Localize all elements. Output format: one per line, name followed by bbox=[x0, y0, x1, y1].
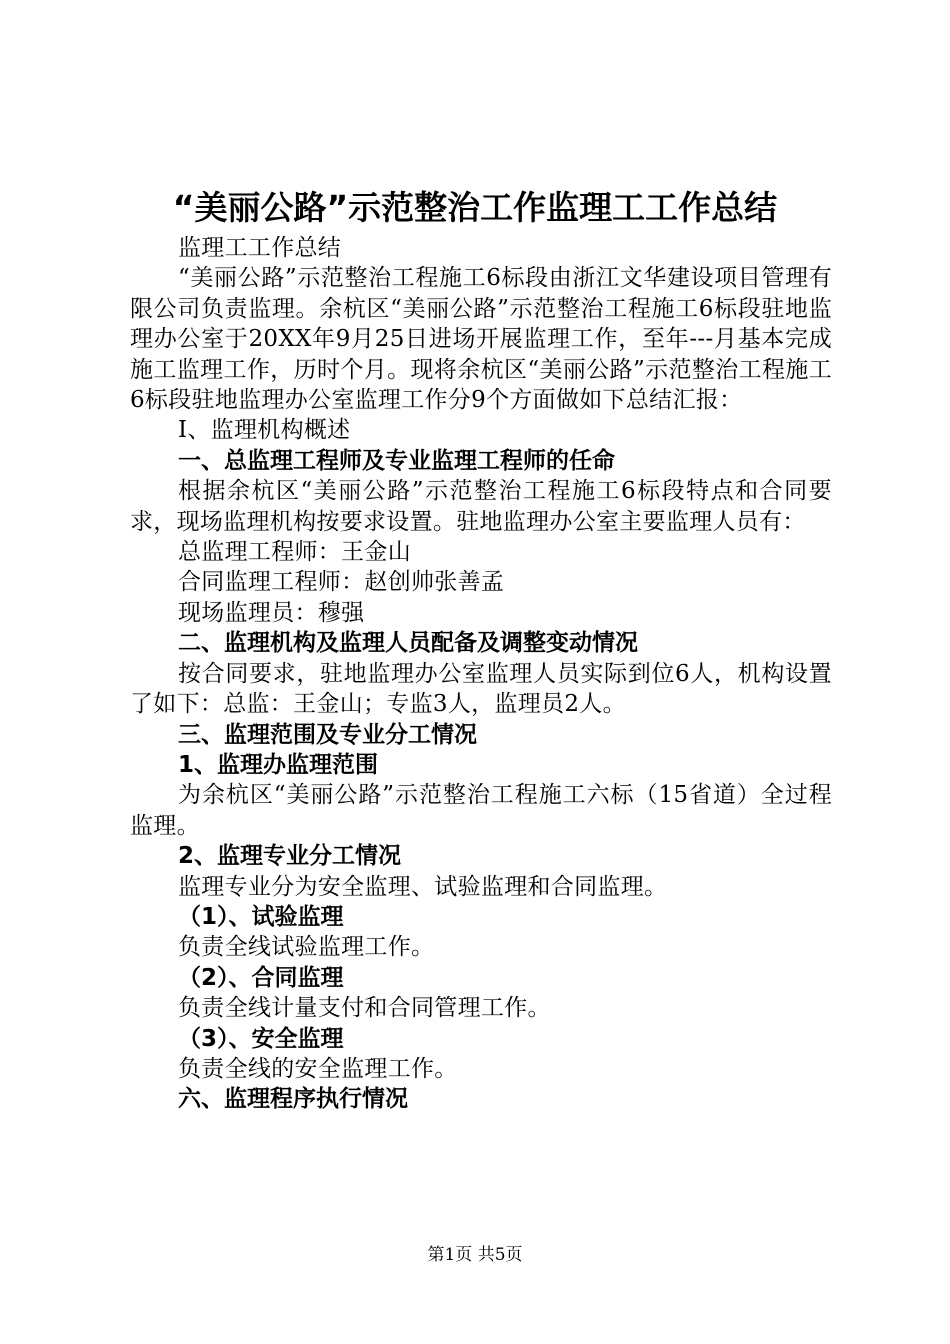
heading-scope-2: 2、监理专业分工情况 bbox=[178, 843, 402, 870]
paragraph-division: 监理专业分为安全监理、试验监理和合同监理。 bbox=[178, 873, 668, 900]
paragraph-section-1: Ⅰ、监理机构概述 bbox=[178, 417, 351, 444]
heading-scope: 三、监理范围及专业分工情况 bbox=[178, 721, 477, 748]
paragraph-subtitle: 监理工工作总结 bbox=[178, 235, 342, 261]
heading-safety-supervision: （3）、安全监理 bbox=[178, 1025, 344, 1052]
heading-contract-supervision: （2）、合同监理 bbox=[178, 964, 344, 991]
paragraph-staffing: 按合同要求，驻地监理办公室监理人员实际到位6人，机构设置了如下：总监：王金山；专监3人，监理员2人。 bbox=[130, 660, 832, 718]
document-body bbox=[130, 233, 832, 1115]
heading-test-supervision: （1）、试验监理 bbox=[178, 903, 344, 930]
heading-procedure: 六、监理程序执行情况 bbox=[178, 1086, 408, 1113]
paragraph-intro: “美丽公路”示范整治工程施工6标段由浙江文华建设项目管理有限公司负责监理。余杭区“美丽公路”示范整治工程施工6标段驻地监理办公室于20XX年9月25日进场开展监理工作，至年---月基本完成施工监理工作，历时个月。现将余杭区“美丽公路”示范整治工程施工6标段驻地监理办公室监理工作分9个方面做如下总结汇报： bbox=[130, 265, 832, 414]
paragraph-test-supervision: 负责全线试验监理工作。 bbox=[178, 934, 435, 961]
heading-staffing: 二、监理机构及监理人员配备及调整变动情况 bbox=[178, 630, 638, 657]
paragraph-scope: 为余杭区“美丽公路”示范整治工程施工六标（15省道）全过程监理。 bbox=[130, 782, 832, 839]
paragraph-appointment: 根据余杭区“美丽公路”示范整治工程施工6标段特点和合同要求，现场监理机构按要求设置。驻地监理办公室主要监理人员有： bbox=[130, 478, 832, 535]
paragraph-chief-engineer: 总监理工程师：王金山 bbox=[178, 539, 411, 566]
heading-scope-1: 1、监理办监理范围 bbox=[178, 751, 379, 778]
paragraph-site-supervisor: 现场监理员：穆强 bbox=[178, 599, 365, 626]
paragraph-safety-supervision: 负责全线的安全监理工作。 bbox=[178, 1055, 458, 1082]
document-title: “美丽公路”示范整治工作监理工工作总结 bbox=[172, 188, 778, 227]
heading-appointment: 一、总监理工程师及专业监理工程师的任命 bbox=[178, 447, 615, 474]
page-footer: 第1页 共5页 bbox=[427, 1245, 523, 1265]
paragraph-contract-supervision: 负责全线计量支付和合同管理工作。 bbox=[178, 995, 551, 1022]
paragraph-contract-engineer: 合同监理工程师：赵创帅张善孟 bbox=[178, 569, 505, 596]
